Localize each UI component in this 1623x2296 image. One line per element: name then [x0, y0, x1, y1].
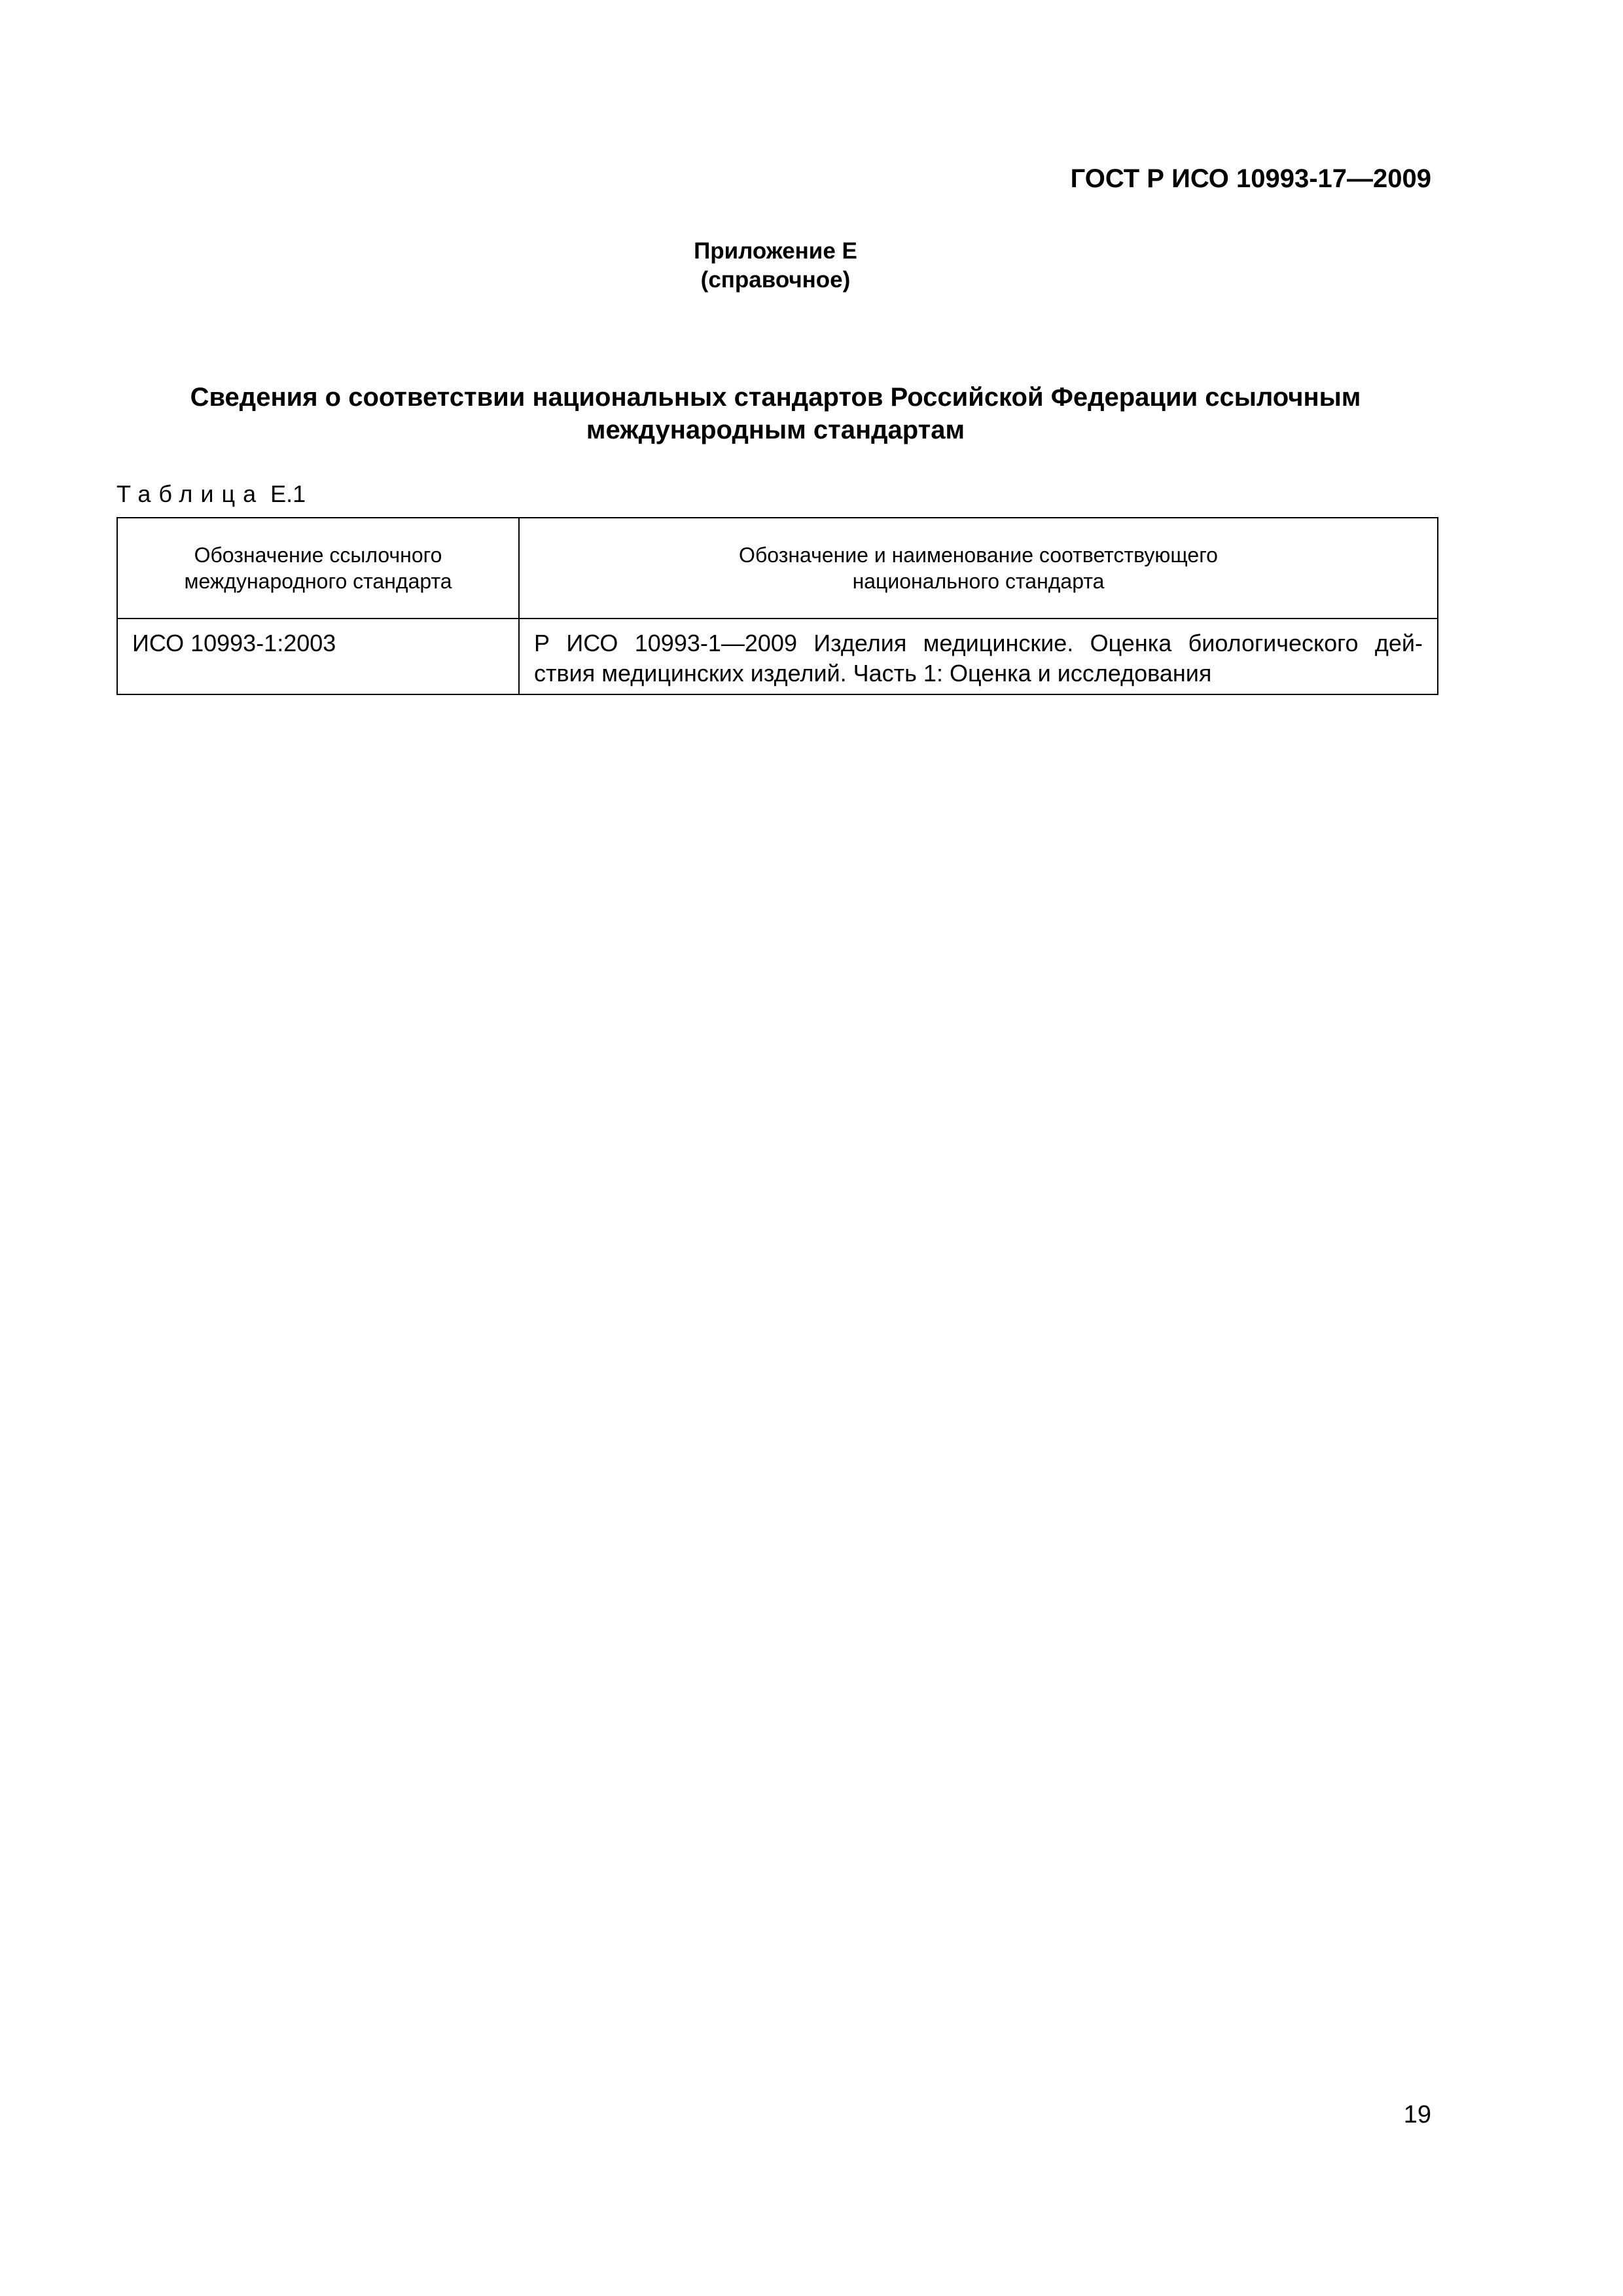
- page-number: 19: [1403, 2101, 1431, 2128]
- cell-national-standard: [519, 619, 1438, 694]
- cell-national-line-2: ствия медицинских изделий. Часть 1: Оценка и исследования: [534, 660, 1212, 687]
- cell-international-standard: ИСО 10993-1:2003: [117, 619, 519, 694]
- table-row: [117, 619, 1438, 694]
- annex-title: Приложение Е: [694, 238, 857, 264]
- cell-national-line-1: Р ИСО 10993-1—2009 Изделия медицинские. Оценка биологического дей-: [534, 630, 1423, 656]
- section-title: [98, 381, 1453, 446]
- table-caption: [116, 480, 306, 509]
- section-title-line-1: Сведения о соответствии национальных стандартов Российской Федерации ссылочным: [190, 383, 1361, 412]
- header-col2-line-2: национального стандарта: [852, 569, 1105, 593]
- annex-heading: [0, 237, 1551, 295]
- annex-subtitle: (справочное): [700, 267, 851, 293]
- reference-standards-table: [116, 517, 1438, 695]
- table-caption-number: Е.1: [270, 480, 306, 507]
- table-header-row: [117, 518, 1438, 619]
- document-code: ГОСТ Р ИСО 10993-17—2009: [1070, 164, 1431, 193]
- table-caption-word: Таблица: [116, 480, 264, 507]
- header-international-standard: [117, 518, 519, 619]
- header-national-standard: [519, 518, 1438, 619]
- header-col2-line-1: Обозначение и наименование соответствующего: [739, 543, 1218, 567]
- section-title-line-2: международным стандартам: [586, 416, 965, 444]
- header-col1-line-1: Обозначение ссылочного: [194, 543, 442, 567]
- header-col1-line-2: международного стандарта: [184, 569, 452, 593]
